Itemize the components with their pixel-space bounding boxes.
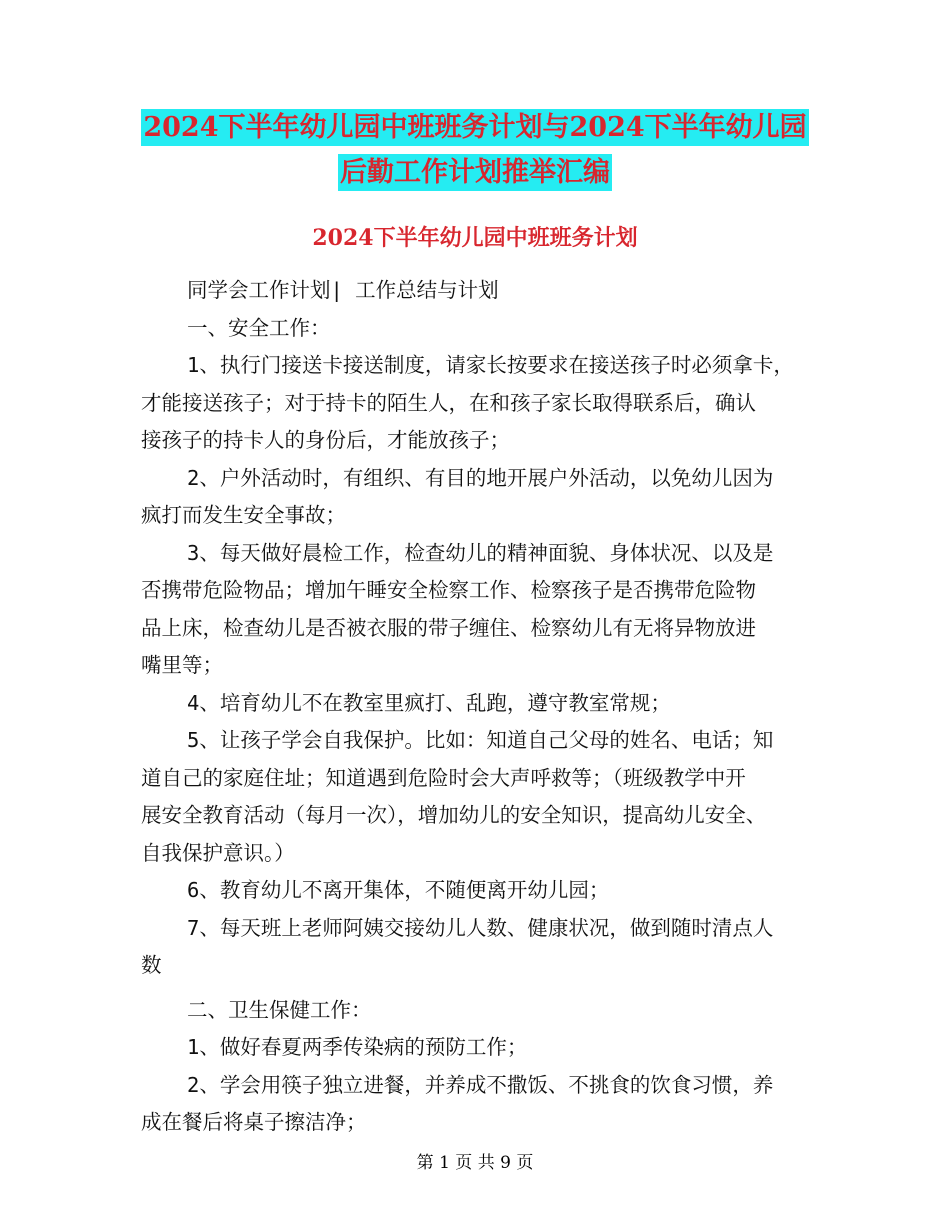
- body-line: 5、让孩子学会自我保护。比如：知道自己父母的姓名、电话；知: [187, 728, 774, 752]
- document-body: [141, 272, 809, 1142]
- title-highlight: 后勤工作计划推举汇编: [338, 154, 612, 191]
- body-line: 2、户外活动时，有组织、有目的地开展户外活动，以免幼儿因为: [187, 465, 774, 490]
- body-line: 嘴里等；: [141, 653, 223, 677]
- body-line: 才能接送孩子；对于持卡的陌生人，在和孩子家长取得联系后，确认: [141, 390, 756, 415]
- section-title: 2024下半年幼儿园中班班务计划: [312, 225, 638, 251]
- body-line: 自我保护意识。）: [141, 840, 295, 865]
- body-line: 7、每天班上老师阿姨交接幼儿人数、健康状况，做到随时清点人: [187, 915, 774, 940]
- body-line: 接孩子的持卡人的身份后，才能放孩子；: [141, 428, 510, 452]
- body-line: 二、卫生保健工作：: [187, 997, 372, 1022]
- body-line: 3、每天做好晨检工作，检查幼儿的精神面貌、身体状况、以及是: [187, 540, 774, 565]
- page-footer: 第 1 页 共 9 页: [416, 1153, 534, 1173]
- body-line: 疯打而发生安全事故；: [141, 503, 346, 527]
- body-line: 4、培育幼儿不在教室里疯打、乱跑，遵守教室常规；: [187, 690, 671, 715]
- body-line: 成在餐后将桌子擦洁净；: [141, 1110, 367, 1134]
- body-line: 同学会工作计划| 工作总结与计划: [187, 278, 499, 302]
- body-line: 1、执行门接送卡接送制度，请家长按要求在接送孩子时必须拿卡，: [187, 353, 794, 377]
- body-line: 展安全教育活动（每月一次），增加幼儿的安全知识，提高幼儿安全、: [141, 803, 767, 827]
- body-line: 2、学会用筷子独立进餐，并养成不撒饭、不挑食的饮食习惯，养: [187, 1072, 774, 1097]
- body-line: 6、教育幼儿不离开集体，不随便离开幼儿园；: [187, 878, 610, 902]
- body-line: 数: [141, 953, 162, 977]
- document-title-line-1: [0, 113, 950, 143]
- title-highlight: 2024下半年幼儿园中班班务计划与2024下半年幼儿园: [141, 109, 808, 146]
- body-line: 一、安全工作：: [187, 315, 331, 340]
- body-line: 否携带危险物品；增加午睡安全检察工作、检察孩子是否携带危险物: [141, 578, 756, 602]
- body-line: 道自己的家庭住址；知道遇到危险时会大声呼救等；（班级教学中开: [141, 765, 746, 790]
- body-line: 品上床，检查幼儿是否被衣服的带子缠住、检察幼儿有无将异物放进: [141, 615, 756, 640]
- document-title-line-2: [0, 158, 950, 188]
- body-line: 1、做好春夏两季传染病的预防工作；: [187, 1035, 528, 1059]
